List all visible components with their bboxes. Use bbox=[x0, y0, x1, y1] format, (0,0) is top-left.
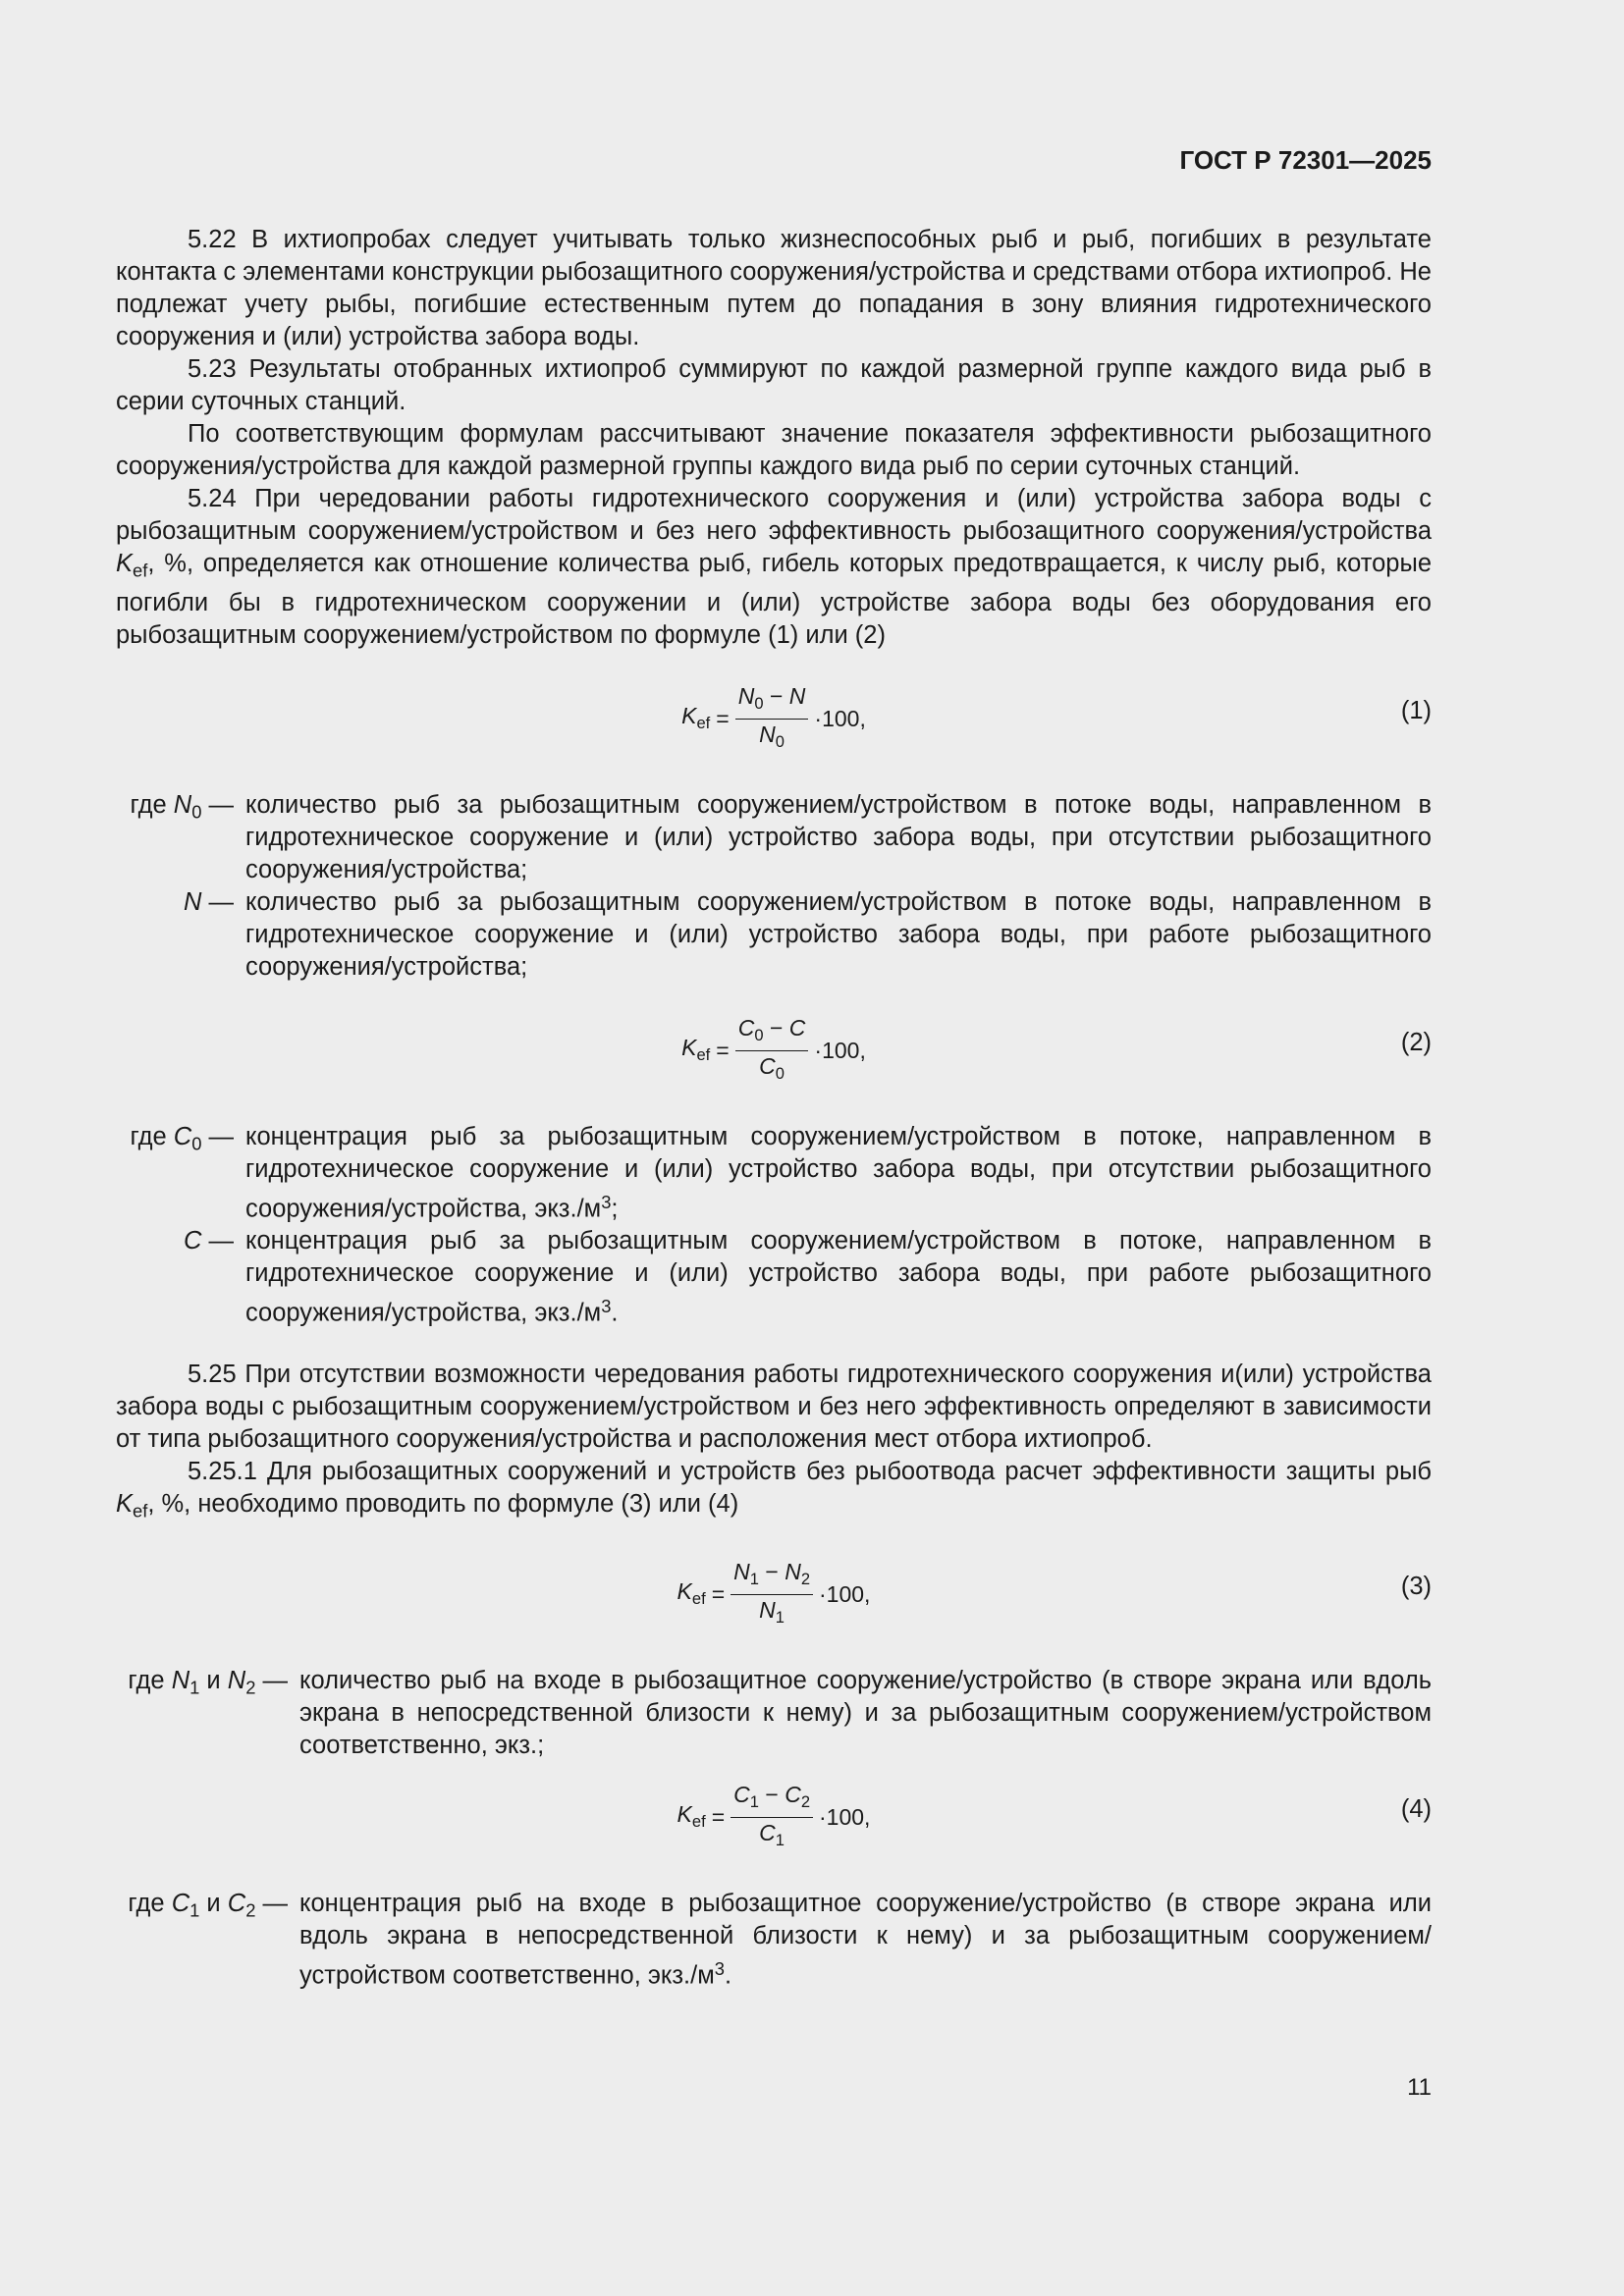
definition-text: количество рыб за рыбозащитным сооружением/устройством в потоке воды, направленном в гидротехническое сооружение и (или) устройство забора воды, при отсутствии рыбозащитного сооружения/устройства; bbox=[245, 790, 1432, 883]
k-ef-symbol: K bbox=[116, 550, 134, 577]
numerator: $N_1 - N_2$ bbox=[731, 1558, 813, 1595]
document-header: ГОСТ Р 72301—2025 bbox=[1179, 145, 1432, 175]
paragraph-text: , %, определяется как отношение количества рыб, гибель которых предотвращается, к числу рыб, которые погибли бы в гидротехническом сооружении и (или) устройстве забора воды без оборудования его рыбозащитным сооружением/устройством по формуле (1) или (2) bbox=[116, 550, 1432, 649]
formula-body bbox=[681, 1014, 866, 1088]
formula-body bbox=[681, 682, 866, 756]
definition-term: C — bbox=[183, 1226, 234, 1255]
paragraph-text: , %, необходимо проводить по формуле (3) или (4) bbox=[147, 1490, 739, 1518]
paragraph-5-23-continued: По соответствующим формулам рассчитывают значение показателя эффективности рыбозащитного сооружения/устройства для каждой размерной группы каждого вида рыб по серии суточных станций. bbox=[116, 420, 1432, 480]
formula-lhs: $K_{ef}$ bbox=[681, 702, 711, 732]
k-ef-subscript: ef bbox=[133, 1500, 148, 1522]
formula-1 bbox=[116, 681, 1432, 758]
definition-text: концентрация рыб на входе в рыбозащитное сооружение/устройство (в створе экрана или вдоль экрана в непосредственной близости к нему) и за рыбозащитным сооружением/устройством соответственно, $экз./м^3$. bbox=[299, 1889, 1432, 1989]
formula-lhs: $K_{ef}$ bbox=[677, 1800, 706, 1831]
definition-term: N — bbox=[183, 887, 234, 916]
definition-term: где $C_0$ — bbox=[130, 1122, 234, 1153]
formula-multiplier: ·100, bbox=[819, 1804, 871, 1830]
definition-n bbox=[116, 886, 1432, 984]
definition-c bbox=[116, 1225, 1432, 1329]
definition-text: концентрация рыб за рыбозащитным сооружением/устройством в потоке, направленном в гидротехническое сооружение и (или) устройство забора воды, при отсутствии рыбозащитного сооружения/устройства, $экз./м^3$; bbox=[245, 1122, 1432, 1222]
paragraph-text: 5.24 При чередовании работы гидротехнического сооружения и (или) устройства забора воды с рыбозащитным сооружением/устройством и без него эффективность рыбозащитного сооружения/устройства bbox=[116, 485, 1432, 545]
paragraph-5-24 bbox=[116, 483, 1432, 652]
formula-3 bbox=[116, 1557, 1432, 1633]
definition-term: где $C_1$ и $C_2$ — bbox=[128, 1889, 288, 1920]
equals-sign: = bbox=[716, 706, 730, 731]
formula-4 bbox=[116, 1780, 1432, 1856]
formula-multiplier: ·100, bbox=[819, 1581, 871, 1607]
k-ef-symbol: K bbox=[116, 1490, 134, 1518]
formula-lhs: $K_{ef}$ bbox=[681, 1034, 711, 1064]
equals-sign: = bbox=[711, 1581, 726, 1607]
denominator: $N_1$ bbox=[759, 1597, 785, 1627]
definition-term: где $N_0$ — bbox=[130, 790, 234, 822]
formula-body bbox=[677, 1558, 871, 1631]
denominator: $N_0$ bbox=[759, 721, 785, 751]
numerator: $N_0 - N$ bbox=[735, 682, 809, 720]
paragraph-text: 5.25.1 Для рыбозащитных сооружений и устройств без рыбоотвода расчет эффективности защиты рыб bbox=[188, 1458, 1432, 1485]
definition-text: количество рыб за рыбозащитным сооружением/устройством в потоке воды, направленном в гидротехническое сооружение и (или) устройство забора воды, при работе рыбозащитного сооружения/устройства; bbox=[245, 887, 1432, 981]
fraction bbox=[735, 1014, 809, 1088]
equals-sign: = bbox=[711, 1804, 726, 1830]
formula-multiplier: ·100, bbox=[814, 706, 866, 731]
fraction bbox=[735, 682, 809, 756]
definition-text: количество рыб на входе в рыбозащитное сооружение/устройство (в створе экрана или вдоль экрана в непосредственной близости к нему) и за рыбозащитным сооружением/устройством соответственно, экз.; bbox=[299, 1666, 1432, 1759]
equation-number: (3) bbox=[1400, 1572, 1432, 1600]
paragraph-5-22: 5.22 В ихтиопробах следует учитывать только жизнеспособных рыб и рыб, погибших в результате контакта с элементами конструкции рыбозащитного сооружения/устройства и средствами отбора ихтиопроб. Не подлежат учету рыбы, погибшие естественным путем до попадания в зону влияния гидротехнического сооружения и (или) устройства забора воды. bbox=[116, 226, 1432, 350]
k-ef-subscript: ef bbox=[133, 560, 148, 581]
denominator: $C_0$ bbox=[759, 1053, 785, 1083]
equation-number: (1) bbox=[1400, 696, 1432, 724]
formula-2 bbox=[116, 1013, 1432, 1090]
paragraph-5-25: 5.25 При отсутствии возможности чередования работы гидротехнического сооружения и(или) устройства забора воды с рыбозащитным сооружением/устройством и без него эффективность определяют в зависимости от типа рыбозащитного сооружения/устройства и расположения мест отбора ихтиопроб. bbox=[116, 1361, 1432, 1453]
equation-number: (2) bbox=[1400, 1028, 1432, 1056]
formula-lhs: $K_{ef}$ bbox=[677, 1577, 706, 1608]
equation-number: (4) bbox=[1400, 1794, 1432, 1823]
definition-term: где $N_1$ и $N_2$ — bbox=[128, 1666, 288, 1697]
numerator: $C_0 - C$ bbox=[735, 1014, 809, 1051]
definition-n1-n2 bbox=[116, 1665, 1432, 1762]
paragraph-5-23: 5.23 Результаты отобранных ихтиопроб суммируют по каждой размерной группе каждого вида рыб в серии суточных станций. bbox=[116, 355, 1432, 415]
formula-body bbox=[677, 1781, 871, 1854]
formula-multiplier: ·100, bbox=[814, 1038, 866, 1063]
numerator: $C_1 - C_2$ bbox=[731, 1781, 813, 1818]
document-body bbox=[116, 224, 1432, 1992]
definition-n0 bbox=[116, 789, 1432, 886]
equals-sign: = bbox=[716, 1038, 730, 1063]
definition-c0 bbox=[116, 1121, 1432, 1225]
fraction bbox=[731, 1558, 813, 1631]
denominator: $C_1$ bbox=[759, 1820, 785, 1849]
definition-text: концентрация рыб за рыбозащитным сооружением/устройством в потоке, направленном в гидротехническое сооружение и (или) устройство забора воды, при работе рыбозащитного сооружения/устройства, $экз./м^3$. bbox=[245, 1226, 1432, 1326]
definition-c1-c2 bbox=[116, 1888, 1432, 1992]
fraction bbox=[731, 1781, 813, 1854]
paragraph-5-25-1 bbox=[116, 1456, 1432, 1527]
page-number: 11 bbox=[1407, 2074, 1432, 2101]
